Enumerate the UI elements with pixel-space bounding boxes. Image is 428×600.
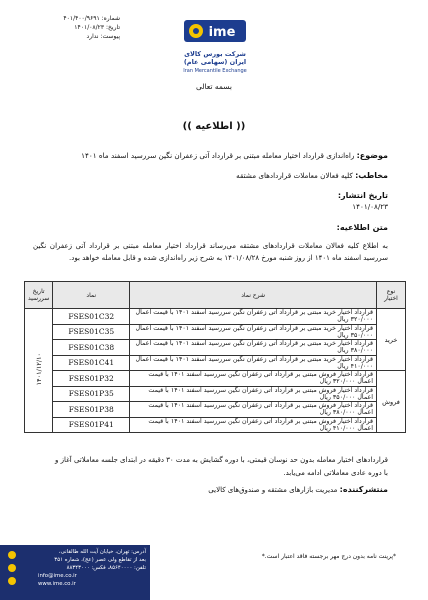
letter-number: شماره: ۴۰۱/۴۰۰/۹۶۹۱ — [63, 15, 120, 22]
contract-symbol: FSES01P35 — [53, 386, 130, 402]
contract-symbol: FSES01P41 — [53, 417, 130, 433]
contact-info — [38, 548, 146, 588]
after-text-line: با دوره عادی معاملاتی ادامه می‌یابد. — [283, 469, 388, 477]
contract-symbol: FSES01P38 — [53, 402, 130, 418]
phone-line: تلفن: ۸۵۶۴۰۰۰۰، فکس: ۸۸۳۴۳۰۰۰ — [66, 565, 146, 571]
web-icon — [8, 577, 16, 585]
subject-label: موضوع: — [356, 151, 388, 160]
table-header-row — [25, 282, 406, 309]
address-line: آدرس: تهران، خیابان آیت الله طالقانی، — [58, 549, 146, 555]
body-text: به اطلاع کلیه فعالان معاملات قراردادهای مشتقه می‌رساند قرارداد اختیار معامله مبتنی بر قرارداد آتی زعفران نگین سررسید اسفند ماه ۱۴۰۱ از روز شنبه مورخ ۱۴۰۱/۰۸/۲۸ به شرح زیر راه‌اندازی شده و قابل معامله خواهد بود. — [33, 242, 388, 262]
contract-symbol: FSES01C35 — [53, 324, 130, 340]
publisher-row — [208, 485, 388, 494]
logo-mark-icon — [184, 20, 246, 42]
table-row — [25, 371, 406, 387]
publisher-text: مدیریت بازارهای مشتقه و صندوق‌های کالایی — [208, 486, 338, 494]
table-row — [25, 340, 406, 356]
company-name-fa: شرکت بورس کالای ایران (سهامی عام) — [183, 50, 247, 66]
contract-symbol: FSES01C38 — [53, 340, 130, 356]
notice-title: (( اطلاعیه )) — [182, 121, 246, 132]
maturity-cell — [25, 309, 53, 433]
contact-icons — [8, 551, 20, 590]
table-row — [25, 309, 406, 325]
body-label: متن اطلاعیه: — [336, 223, 388, 232]
header-type: نوع اختیار — [377, 282, 406, 309]
letter-meta — [30, 14, 120, 41]
contract-desc: قرارداد اختیار خرید مبتنی بر قرارداد آتی زعفران نگین سررسید اسفند ۱۴۰۱ با قیمت اعمال ۳۲۰/۰۰۰ ریال — [130, 309, 377, 325]
company-logo — [175, 20, 255, 80]
after-table-text — [33, 454, 388, 480]
basmala: بسمه تعالی — [195, 82, 233, 91]
option-type-put: فروش — [377, 371, 406, 433]
contract-desc: قرارداد اختیار خرید مبتنی بر قرارداد آتی زعفران نگین سررسید اسفند ۱۴۰۱ با قیمت اعمال ۴۱۰/۰۰۰ ریال — [130, 355, 377, 371]
contract-desc: قرارداد اختیار فروش مبتنی بر قرارداد آتی زعفران نگین سررسید اسفند ۱۴۰۱ با قیمت اعمال ۴۱۰/۰۰۰ ریال — [130, 417, 377, 433]
maturity-date: ۱۴۰۱/۱۲/۱۰ — [34, 353, 43, 386]
contract-symbol: FSES01P32 — [53, 371, 130, 387]
audience-label: مخاطب: — [355, 171, 388, 180]
contract-desc: قرارداد اختیار خرید مبتنی بر قرارداد آتی زعفران نگین سررسید اسفند ۱۴۰۱ با قیمت اعمال ۳۸۰/۰۰۰ ریال — [130, 340, 377, 356]
contract-symbol: FSES01C32 — [53, 309, 130, 325]
email-link[interactable]: info@ime.co.ir — [38, 573, 77, 579]
table-row — [25, 402, 406, 418]
header-date: تاریخ سررسید — [25, 282, 53, 309]
contracts-table — [24, 281, 406, 433]
subject-row — [28, 150, 388, 161]
website-link[interactable]: www.ime.co.ir — [38, 581, 76, 587]
table-row — [25, 355, 406, 371]
letter-date: تاریخ: ۱۴۰۱/۰۸/۲۳ — [74, 24, 120, 31]
footnote: *پرینت نامه بدون درج مهر برجسته فاقد اعتبار است.* — [261, 553, 396, 560]
company-name-en: Iran Mercantile Exchange — [183, 68, 247, 74]
table-row — [25, 324, 406, 340]
header-symbol: نماد — [53, 282, 130, 309]
contract-desc: قرارداد اختیار فروش مبتنی بر قرارداد آتی زعفران نگین سررسید اسفند ۱۴۰۱ با قیمت اعمال ۳۸۰/۰۰۰ ریال — [130, 402, 377, 418]
body-label-row — [28, 222, 388, 233]
publish-date-row — [28, 190, 388, 212]
publish-date-label: تاریخ انتشار: — [337, 191, 388, 200]
subject-text: راه‌اندازی قرارداد اختیار معامله مبتنی بر قرارداد آتی زعفران نگین سررسید اسفند ماه ۱۴۰۱ — [81, 151, 355, 160]
header-desc: شرح نماد — [130, 282, 377, 309]
contract-desc: قرارداد اختیار خرید مبتنی بر قرارداد آتی زعفران نگین سررسید اسفند ۱۴۰۱ با قیمت اعمال ۳۵۰/۰۰۰ ریال — [130, 324, 377, 340]
after-text-line: قراردادهای اختیار معامله بدون حد نوسان قیمتی، با دوره گشایش به مدت ۳۰ دقیقه در ابتدای جلسه معاملاتی آغاز و — [55, 456, 388, 464]
contract-desc: قرارداد اختیار فروش مبتنی بر قرارداد آتی زعفران نگین سررسید اسفند ۱۴۰۱ با قیمت اعمال ۳۲۰/۰۰۰ ریال — [130, 371, 377, 387]
audience-text: کلیه فعالان معاملات قراردادهای مشتقه — [236, 171, 353, 180]
publish-date-value: ۱۴۰۱/۰۸/۲۳ — [352, 202, 388, 211]
phone-icon — [8, 564, 16, 572]
contract-symbol: FSES01C41 — [53, 355, 130, 371]
audience-row — [28, 170, 388, 181]
letter-attachment: پیوست: ندارد — [86, 33, 120, 40]
location-icon — [8, 551, 16, 559]
address-line: بعد از تقاطع ولی عصر (عج)، شماره ۳۵۱ — [54, 557, 146, 563]
logo-abbr: ime — [208, 25, 236, 40]
publisher-label: منتشرکننده: — [339, 485, 388, 494]
contract-desc: قرارداد اختیار فروش مبتنی بر قرارداد آتی زعفران نگین سررسید اسفند ۱۴۰۱ با قیمت اعمال ۳۵۰/۰۰۰ ریال — [130, 386, 377, 402]
table-row — [25, 386, 406, 402]
option-type-call: خرید — [377, 309, 406, 371]
table-row — [25, 417, 406, 433]
